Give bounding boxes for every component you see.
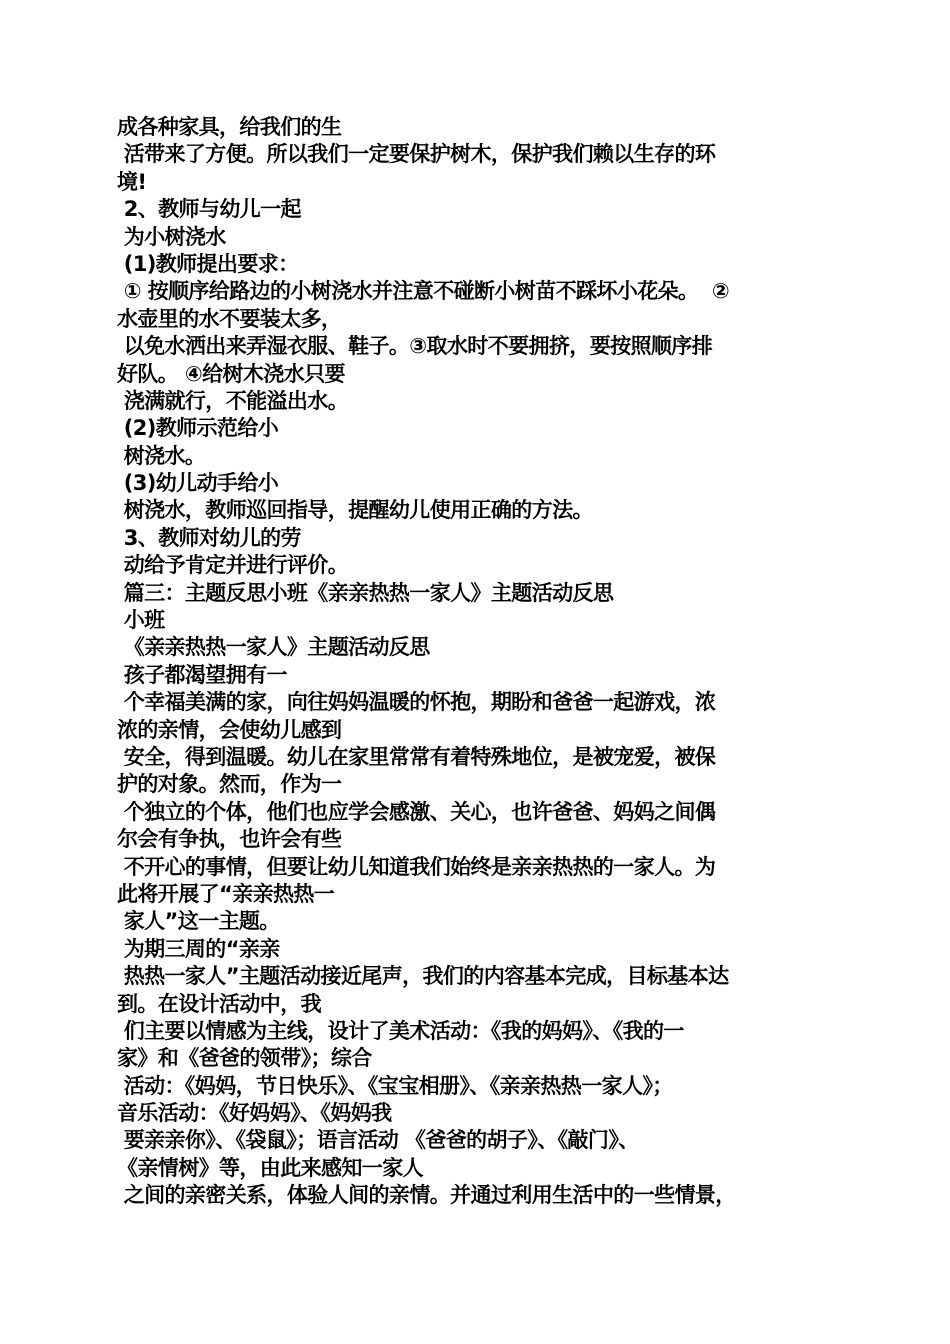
text-line: 不开心的事情，但要让幼儿知道我们始终是亲亲热热的一家人。为 [117, 854, 716, 879]
text-line: 成各种家具，给我们的生 [117, 115, 342, 139]
text-line: 个幸福美满的家，向往妈妈温暖的怀抱，期盼和爸爸一起游戏，浓 [117, 690, 716, 715]
text-line: 安全，得到温暖。幼儿在家里常常有着特殊地位，是被宠爱，被保 [117, 744, 716, 769]
text-line: 小班 [117, 608, 165, 633]
text-line: 2、教师与幼儿一起 [117, 197, 301, 222]
text-line: 浇满就行，不能溢出水。 [117, 388, 349, 413]
text-line: 到。在设计活动中，我 [117, 991, 321, 1016]
text-line: 树浇水，教师巡回指导，提醒幼儿使用正确的方法。 [117, 498, 593, 523]
text-line: 好队。 ④给树木浇水只要 [117, 361, 345, 386]
section-heading: 篇三：主题反思小班《亲亲热热一家人》主题活动反思 [117, 580, 614, 605]
text-line: (2)教师示范给小 [117, 416, 279, 441]
text-line: 护的对象。然而，作为一 [117, 772, 342, 797]
text-line: 以免水洒出来弄湿衣服、鞋子。③取水时不要拥挤，要按照顺序排 [117, 334, 713, 359]
text-line: 尔会有争执，也许会有些 [117, 827, 342, 852]
text-line: 此将开展了“亲亲热热一 [117, 881, 335, 906]
text-line: 家》和《爸爸的领带》；综合 [117, 1046, 372, 1071]
text-line: 《亲情树》等，由此来感知一家人 [117, 1155, 423, 1180]
text-line: 活带来了方便。所以我们一定要保护树木，保护我们赖以生存的环 [117, 142, 716, 167]
text-line: ① 按顺序给路边的小树浇水并注意不碰断小树苗不踩坏小花朵。 ② [117, 279, 730, 304]
text-line: 活动：《妈妈，节日快乐》、《宝宝相册》、《亲亲热热一家人》； [117, 1073, 673, 1098]
text-line: 3、教师对幼儿的劳 [117, 525, 301, 550]
text-line: 水壶里的水不要装太多， [117, 306, 342, 331]
text-line: 热热一家人”主题活动接近尾声，我们的内容基本完成，目标基本达 [117, 964, 729, 989]
text-line: 为期三周的“亲亲 [117, 936, 280, 961]
text-line: 《亲亲热热一家人》主题活动反思 [117, 635, 430, 660]
text-line: 境! [117, 169, 147, 194]
text-line: 浓的亲情，会使幼儿感到 [117, 717, 342, 742]
text-line: 动给予肯定并进行评价。 [117, 553, 349, 578]
text-line: (3)幼儿动手给小 [117, 471, 279, 496]
text-line: 孩子都渴望拥有一 [117, 662, 287, 687]
text-line: (1)教师提出要求： [117, 251, 299, 276]
text-line: 音乐活动：《好妈妈》、《妈妈我 [117, 1101, 392, 1126]
text-line: 之间的亲密关系，体验人间的亲情。并通过利用生活中的一些情景， [117, 1183, 736, 1208]
text-line: 要亲亲你》、《袋鼠》；语言活动 《爸爸的胡子》、《敲门》、 [117, 1128, 639, 1153]
text-line: 们主要以情感为主线，设计了美术活动：《我的妈妈》、《我的一 [117, 1018, 684, 1043]
document-body [117, 114, 837, 1210]
text-line: 为小树浇水 [117, 224, 226, 249]
text-line: 家人”这一主题。 [117, 909, 280, 934]
text-line: 树浇水。 [117, 443, 206, 468]
text-line: 个独立的个体，他们也应学会感激、关心，也许爸爸、妈妈之间偶 [117, 799, 716, 824]
